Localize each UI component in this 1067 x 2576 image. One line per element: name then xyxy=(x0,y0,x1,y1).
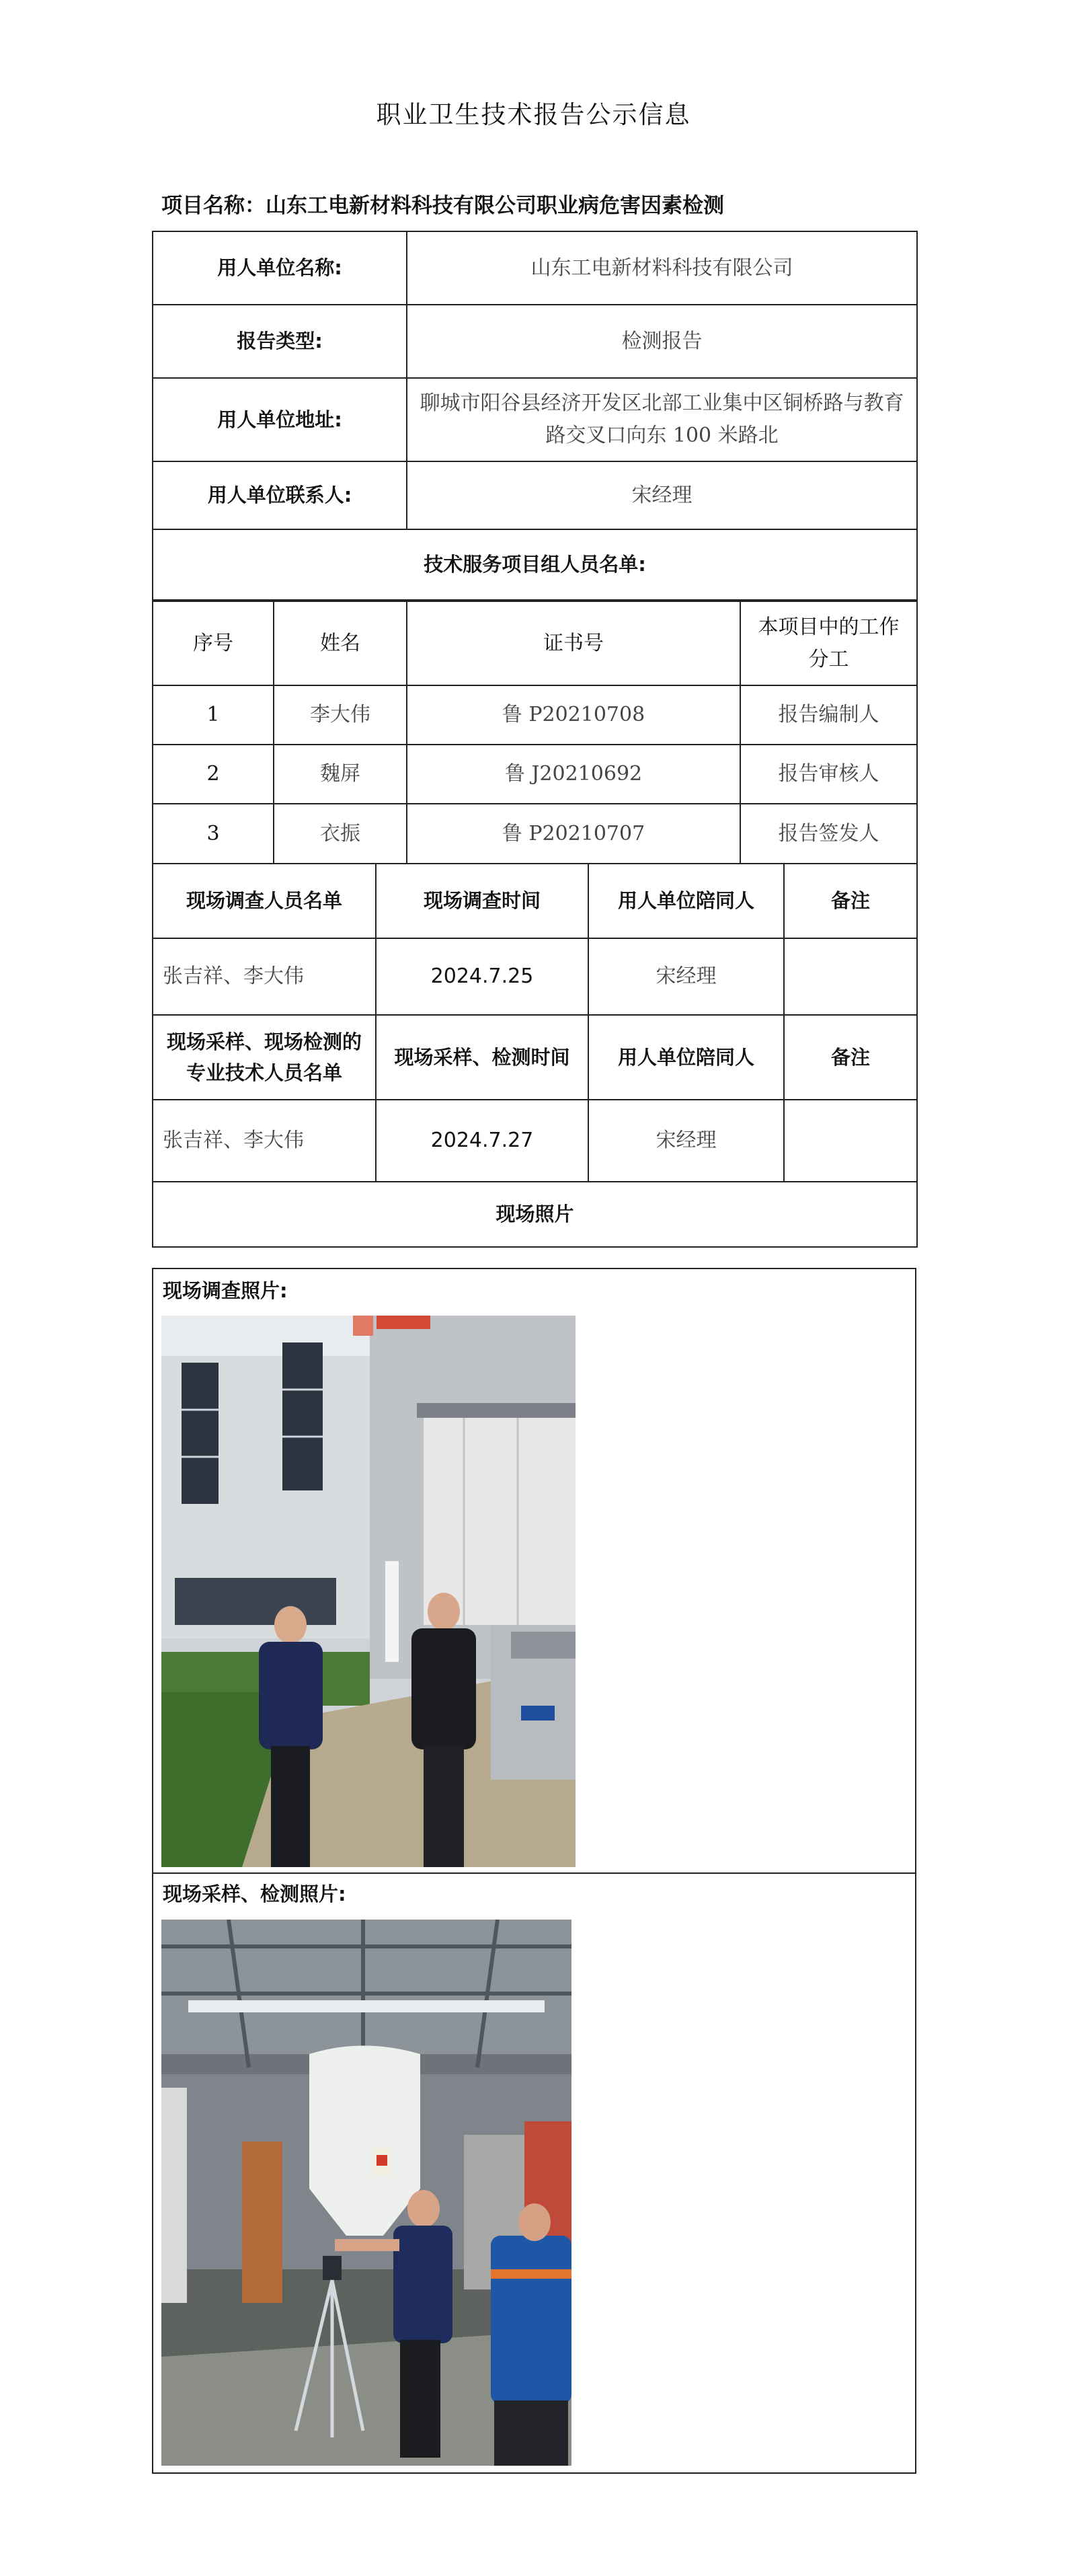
report-type-value: 检测报告 xyxy=(407,305,917,378)
team-name: 李大伟 xyxy=(274,685,407,745)
sampling-escort: 宋经理 xyxy=(588,1100,784,1182)
table-row xyxy=(153,745,917,804)
team-cert: 鲁 J20210692 xyxy=(407,745,740,804)
team-role: 报告编制人 xyxy=(740,685,917,745)
team-cert: 鲁 P20210708 xyxy=(407,685,740,745)
survey-date: 2024.7.25 xyxy=(376,938,588,1015)
team-heading: 技术服务项目组人员名单: xyxy=(153,529,917,600)
survey-note xyxy=(784,938,917,1015)
sampling-photo-section xyxy=(152,1872,916,2474)
survey-header-escort: 用人单位陪同人 xyxy=(588,864,784,938)
survey-header-note: 备注 xyxy=(784,864,917,938)
table-row xyxy=(153,685,917,745)
sampling-header-staff: 现场采样、现场检测的专业技术人员名单 xyxy=(153,1015,376,1100)
sampling-date: 2024.7.27 xyxy=(376,1100,588,1182)
team-header-no: 序号 xyxy=(153,601,274,685)
contact-label: 用人单位联系人: xyxy=(153,461,407,529)
survey-photo-label: 现场调查照片: xyxy=(163,1279,288,1302)
team-header-cert: 证书号 xyxy=(407,601,740,685)
team-no: 3 xyxy=(153,804,274,864)
survey-staff: 张吉祥、李大伟 xyxy=(153,938,376,1015)
table-row xyxy=(153,938,917,1015)
address-label: 用人单位地址: xyxy=(153,378,407,461)
employer-label: 用人单位名称: xyxy=(153,231,407,305)
survey-header-date: 现场调查时间 xyxy=(376,864,588,938)
contact-value: 宋经理 xyxy=(407,461,917,529)
sampling-photo xyxy=(161,1920,571,2466)
project-name: 项目名称：山东工电新材料科技有限公司职业病危害因素检测 xyxy=(161,194,724,218)
table-row xyxy=(153,1100,917,1182)
address-value: 聊城市阳谷县经济开发区北部工业集中区铜桥路与教育路交叉口向东 100 米路北 xyxy=(407,378,917,461)
team-role: 报告签发人 xyxy=(740,804,917,864)
sampling-header-date: 现场采样、检测时间 xyxy=(376,1015,588,1100)
report-type-label: 报告类型: xyxy=(153,305,407,378)
sampling-header-note: 备注 xyxy=(784,1015,917,1100)
page-title: 职业卫生技术报告公示信息 xyxy=(376,100,691,129)
team-table xyxy=(152,601,918,864)
info-table xyxy=(152,231,918,601)
team-header-name: 姓名 xyxy=(274,601,407,685)
sampling-header-escort: 用人单位陪同人 xyxy=(588,1015,784,1100)
table-row xyxy=(153,804,917,864)
sampling-staff: 张吉祥、李大伟 xyxy=(153,1100,376,1182)
team-no: 2 xyxy=(153,745,274,804)
team-header-role: 本项目中的工作分工 xyxy=(740,601,917,685)
sampling-note xyxy=(784,1100,917,1182)
team-no: 1 xyxy=(153,685,274,745)
survey-photo-section xyxy=(152,1268,916,1874)
team-name: 魏屏 xyxy=(274,745,407,804)
survey-header-staff: 现场调查人员名单 xyxy=(153,864,376,938)
team-role: 报告审核人 xyxy=(740,745,917,804)
survey-escort: 宋经理 xyxy=(588,938,784,1015)
survey-photo xyxy=(161,1316,576,1867)
team-name: 衣振 xyxy=(274,804,407,864)
sampling-photo-label: 现场采样、检测照片: xyxy=(163,1883,346,1905)
photos-heading: 现场照片 xyxy=(153,1182,917,1247)
employer-value: 山东工电新材料科技有限公司 xyxy=(407,231,917,305)
team-cert: 鲁 P20210707 xyxy=(407,804,740,864)
field-work-table xyxy=(152,863,918,1248)
